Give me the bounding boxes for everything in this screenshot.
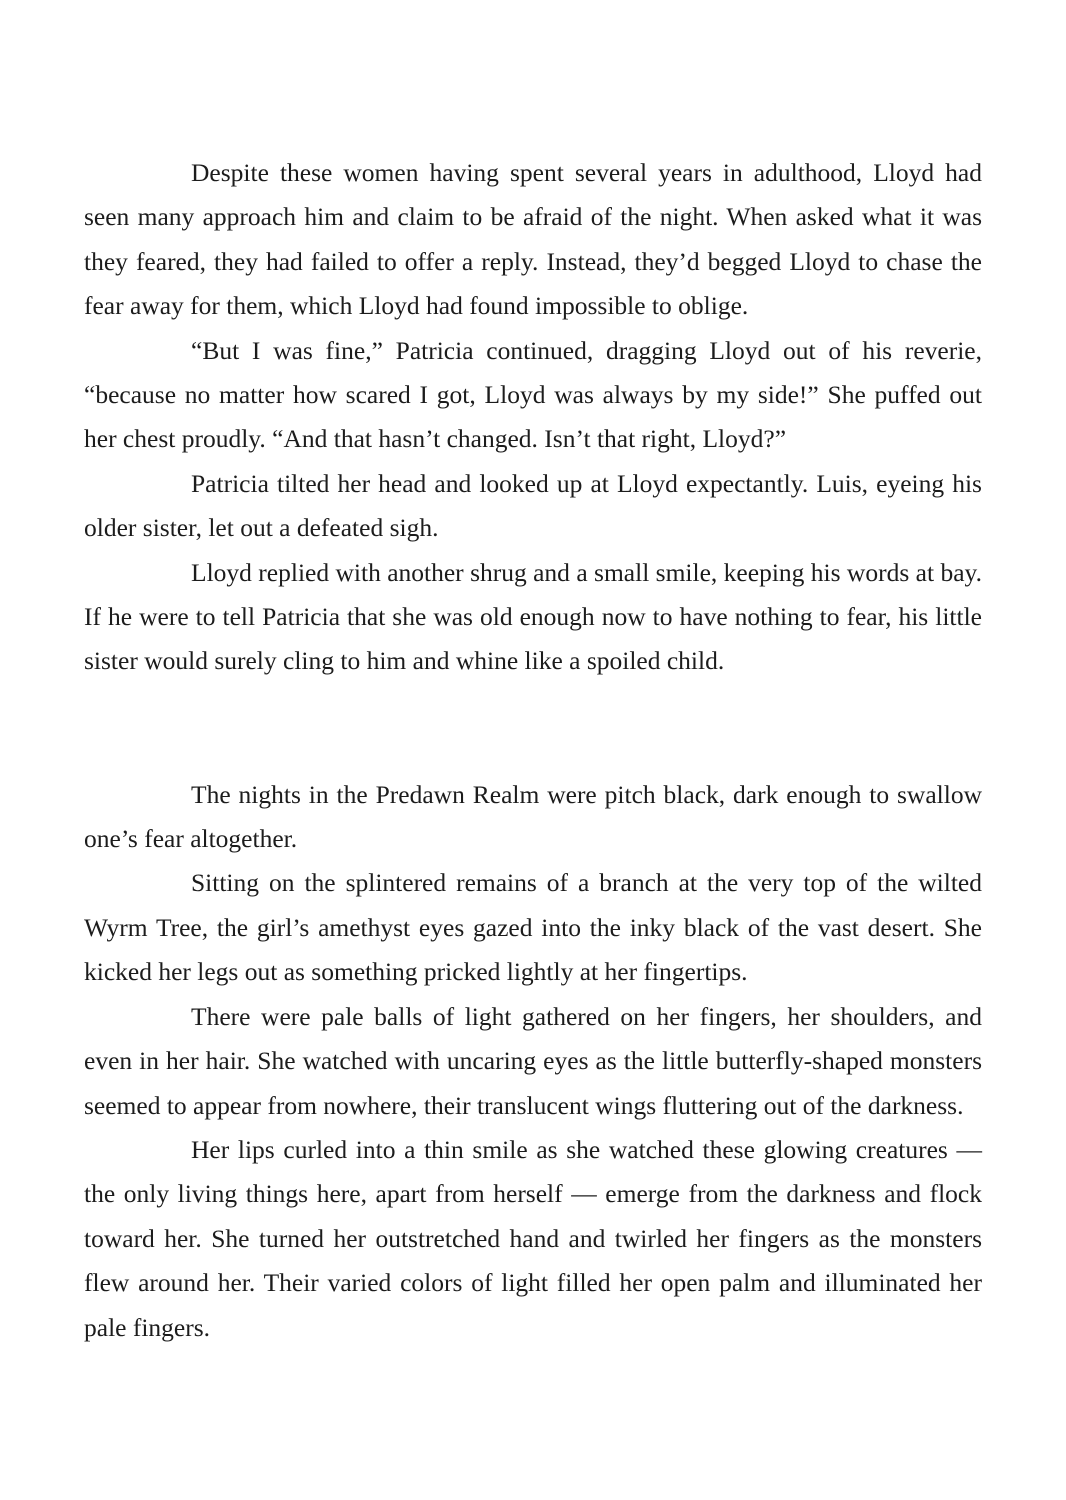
paragraph: Her lips curled into a thin smile as she watched these glowing creatures — the only living things here, apart from herself — emerge from the darkness and flock toward her. She turned her outstretched hand and twirled her fingers as the monsters flew around her. Their varied colors of light filled her open palm and illuminated her pale fingers.: [84, 1134, 982, 1342]
paragraph: “But I was fine,” Patricia continued, dragging Lloyd out of his reverie, “because no matter how scared I got, Lloyd was always by my side!” She puffed out her chest proudly. “And that hasn’t changed. Isn’t that right, Lloyd?”: [84, 335, 982, 454]
book-page: [84, 151, 982, 1350]
paragraph: Sitting on the splintered remains of a branch at the very top of the wilted Wyrm Tree, the girl’s amethyst eyes gazed into the inky black of the vast desert. She kicked her legs out as something pricked lightly at her fingertips.: [84, 868, 982, 987]
paragraph: Patricia tilted her head and looked up at Lloyd expectantly. Luis, eyeing his older sister, let out a defeated sigh.: [84, 468, 982, 543]
section-two: [84, 773, 982, 1350]
paragraph: The nights in the Predawn Realm were pitch black, dark enough to swallow one’s fear altogether.: [84, 779, 982, 854]
scene-break: [84, 684, 982, 773]
paragraph: There were pale balls of light gathered on her fingers, her shoulders, and even in her hair. She watched with uncaring eyes as the little butterfly-shaped monsters seemed to appear from nowhere, their translucent wings fluttering out of the darkness.: [84, 1001, 982, 1120]
section-one: [84, 151, 982, 684]
paragraph: Lloyd replied with another shrug and a small smile, keeping his words at bay. If he were to tell Patricia that she was old enough now to have nothing to fear, his little sister would surely cling to him and whine like a spoiled child.: [84, 557, 982, 676]
paragraph: Despite these women having spent several years in adulthood, Lloyd had seen many approach him and claim to be afraid of the night. When asked what it was they feared, they had failed to offer a reply. Instead, they’d begged Lloyd to chase the fear away for them, which Lloyd had found impossible to oblige.: [84, 158, 982, 321]
